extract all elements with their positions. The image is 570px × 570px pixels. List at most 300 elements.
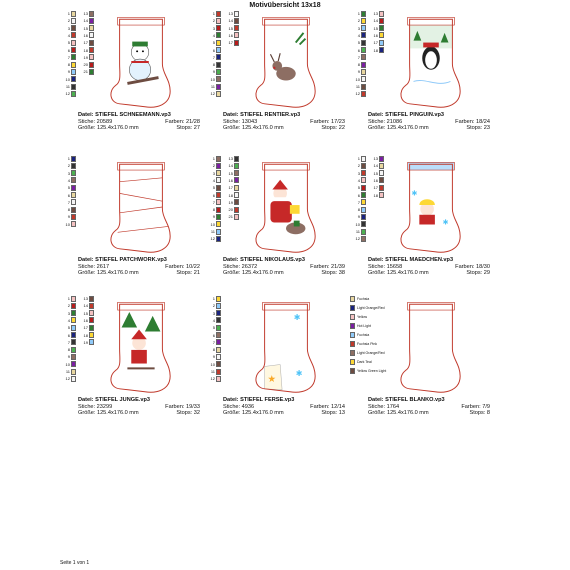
thread-swatch [379, 18, 384, 24]
thread-number: 18 [228, 192, 233, 198]
thread-row [223, 155, 239, 162]
thread-row [205, 206, 221, 213]
thread-number: 7 [67, 54, 70, 60]
svg-text:✱: ✱ [411, 190, 418, 198]
thread-row [60, 68, 76, 75]
thread-name: Light Orange/Red [357, 350, 385, 355]
thread-number: 1 [67, 11, 70, 16]
thread-row [78, 47, 94, 54]
thread-row [78, 339, 94, 346]
thread-swatch [350, 350, 355, 356]
motif-info [78, 397, 200, 417]
thread-number: 3 [212, 170, 215, 176]
motif-card [205, 295, 345, 430]
thread-swatch [216, 32, 221, 38]
thread-row [350, 68, 366, 75]
thread-number: 6 [357, 192, 360, 198]
thread-number: 12 [65, 376, 70, 382]
thread-swatch [216, 332, 221, 338]
thread-number: 6 [67, 47, 70, 53]
thread-swatch [71, 18, 76, 24]
thread-row [60, 361, 76, 368]
motif-card [60, 155, 200, 290]
thread-row [60, 54, 76, 61]
thread-swatch [216, 11, 221, 17]
file-name: Datei: STIEFEL SCHNEEMANN.vp3 [78, 112, 171, 118]
thread-number: 6 [212, 332, 215, 338]
thread-row [350, 199, 366, 206]
thread-row [205, 375, 221, 382]
thread-number: 1 [67, 296, 70, 301]
design-size: Größe: 125.4x176.0 mm [368, 125, 429, 132]
thread-row [368, 162, 384, 169]
size-stops-row [223, 125, 345, 132]
thread-swatch [71, 339, 76, 345]
thread-number: 8 [67, 347, 70, 353]
stitch-color-row [368, 119, 490, 126]
thread-row [205, 54, 221, 61]
thread-row [205, 61, 221, 68]
thread-row [205, 76, 221, 83]
thread-row [60, 177, 76, 184]
thread-row [60, 155, 76, 162]
thread-row [368, 170, 384, 177]
thread-number: 9 [67, 214, 70, 220]
thread-swatch [71, 303, 76, 309]
thread-number: 3 [67, 170, 70, 176]
thread-number: 9 [212, 354, 215, 360]
thread-number: 11 [355, 84, 360, 89]
thread-swatch [216, 54, 221, 60]
thread-swatch [350, 296, 355, 302]
thread-swatch [350, 359, 355, 365]
thread-row [60, 25, 76, 32]
thread-row [223, 32, 239, 39]
thread-number: 9 [357, 69, 360, 75]
thread-number: 16 [83, 32, 88, 38]
thread-swatch [361, 207, 366, 213]
thread-swatch [379, 163, 384, 169]
thread-row [205, 177, 221, 184]
thread-swatch [71, 156, 76, 162]
thread-swatch [71, 369, 76, 375]
thread-row [78, 54, 94, 61]
thread-row [78, 39, 94, 46]
color-count: Farben: 12/14 [310, 403, 345, 410]
thread-swatch [361, 163, 366, 169]
thread-number: 5 [67, 325, 70, 331]
thread-row [60, 61, 76, 68]
file-name: Datei: STIEFEL FERSE.vp3 [223, 397, 295, 403]
color-count: Farben: 17/23 [310, 118, 345, 125]
stop-count: Stops: 8 [469, 410, 490, 417]
thread-number: 8 [67, 62, 70, 68]
thread-row [60, 184, 76, 191]
thread-name: Light Orange/Red [357, 305, 385, 310]
thread-swatch [89, 62, 94, 68]
thread-swatch [350, 323, 355, 329]
thread-row [223, 199, 239, 206]
thread-row [368, 32, 384, 39]
thread-swatch [71, 54, 76, 60]
thread-row [78, 310, 94, 317]
stocking-preview [396, 12, 466, 112]
stocking-preview [251, 157, 321, 257]
thread-number: 6 [212, 47, 215, 53]
thread-swatch [234, 18, 239, 24]
thread-swatch [89, 11, 94, 17]
thread-number: 11 [355, 229, 360, 234]
thread-row [205, 17, 221, 24]
thread-number: 17 [228, 40, 233, 46]
stocking-preview [396, 297, 466, 397]
thread-row [350, 90, 366, 97]
thread-swatch [71, 310, 76, 316]
thread-swatch [361, 69, 366, 75]
stocking-preview [106, 297, 176, 397]
thread-swatch [71, 76, 76, 82]
thread-row [205, 228, 221, 235]
thread-row [350, 295, 369, 302]
thread-row [368, 184, 384, 191]
thread-number: 18 [83, 332, 88, 338]
motif-info [368, 257, 490, 277]
thread-number: 19 [83, 339, 88, 345]
thread-row [205, 32, 221, 39]
thread-swatch [379, 185, 384, 191]
thread-swatch [216, 156, 221, 162]
thread-row [350, 76, 366, 83]
thread-swatch [216, 69, 221, 75]
thread-number: 7 [212, 54, 215, 60]
thread-swatch [216, 84, 221, 90]
thread-row [78, 302, 94, 309]
thread-number: 14 [83, 303, 88, 309]
stitch-count: Stiche: 15658 [368, 263, 403, 270]
design-size: Größe: 125.4x176.0 mm [78, 270, 139, 277]
thread-number: 14 [373, 18, 378, 24]
thread-name: Dark Teal [357, 359, 372, 364]
thread-row [205, 302, 221, 309]
thread-number: 12 [210, 376, 215, 382]
thread-number: 13 [83, 11, 88, 16]
thread-number: 12 [65, 91, 70, 97]
thread-number: 18 [373, 47, 378, 53]
thread-swatch [234, 40, 239, 46]
thread-number: 15 [83, 25, 88, 31]
thread-swatch [89, 32, 94, 38]
thread-swatch [71, 32, 76, 38]
thread-swatch [361, 62, 366, 68]
motif-card [350, 295, 490, 430]
thread-row [78, 324, 94, 331]
thread-number: 4 [212, 177, 215, 183]
thread-number: 8 [67, 207, 70, 213]
thread-swatch [89, 325, 94, 331]
thread-swatch [71, 214, 76, 220]
thread-number: 20 [228, 207, 233, 213]
thread-swatch [234, 170, 239, 176]
thread-row [205, 353, 221, 360]
design-size: Größe: 125.4x176.0 mm [78, 125, 139, 132]
file-name: Datei: STIEFEL JUNGE.vp3 [78, 397, 151, 403]
motif-info [78, 257, 200, 277]
thread-swatch [234, 192, 239, 198]
thread-number: 16 [83, 317, 88, 323]
thread-number: 4 [67, 317, 70, 323]
thread-swatch [216, 369, 221, 375]
thread-swatch [350, 314, 355, 320]
thread-number: 15 [373, 170, 378, 176]
thread-swatch [71, 177, 76, 183]
stocking-preview [396, 157, 466, 257]
thread-number: 14 [83, 18, 88, 24]
thread-row [60, 170, 76, 177]
stocking-preview [251, 12, 321, 112]
page-title: Motivübersicht 13x18 [249, 2, 321, 9]
thread-row [350, 54, 366, 61]
thread-row [368, 17, 384, 24]
svg-text:✱: ✱ [295, 369, 303, 379]
thread-swatch [379, 192, 384, 198]
thread-row [368, 177, 384, 184]
thread-row [350, 83, 366, 90]
thread-number: 8 [212, 347, 215, 353]
design-size: Größe: 125.4x176.0 mm [368, 270, 429, 277]
thread-swatch [234, 25, 239, 31]
thread-swatch [71, 192, 76, 198]
thread-swatch [361, 192, 366, 198]
motif-info [78, 112, 200, 132]
stitch-color-row [223, 119, 345, 126]
thread-swatch [234, 11, 239, 17]
thread-number: 13 [373, 11, 378, 16]
stocking-preview [251, 297, 321, 397]
size-stops-row [223, 410, 345, 417]
thread-swatch [71, 354, 76, 360]
thread-swatch [379, 47, 384, 53]
thread-number: 4 [67, 32, 70, 38]
thread-swatch [71, 185, 76, 191]
stop-count: Stops: 27 [176, 125, 200, 132]
thread-row [205, 162, 221, 169]
thread-swatch [379, 11, 384, 17]
file-name: Datei: STIEFEL PATCHWORK.vp3 [78, 257, 167, 263]
thread-number: 5 [212, 185, 215, 191]
thread-swatch [71, 25, 76, 31]
thread-row [350, 155, 366, 162]
thread-swatch [216, 317, 221, 323]
thread-number: 4 [357, 32, 360, 38]
thread-number: 2 [357, 163, 360, 169]
thread-swatch [71, 325, 76, 331]
thread-swatch [216, 207, 221, 213]
thread-number: 10 [210, 221, 215, 227]
thread-row [350, 184, 366, 191]
thread-row [223, 17, 239, 24]
thread-number: 8 [212, 62, 215, 68]
color-count: Farben: 7/9 [461, 403, 490, 410]
thread-row [60, 39, 76, 46]
thread-row [350, 47, 366, 54]
thread-swatch [71, 347, 76, 353]
stitch-color-row [223, 264, 345, 271]
thread-number: 5 [357, 40, 360, 46]
thread-row [60, 302, 76, 309]
thread-number: 2 [67, 303, 70, 309]
thread-row [205, 25, 221, 32]
stitch-count: Stiche: 23299 [78, 403, 113, 410]
thread-number: 15 [228, 25, 233, 31]
thread-swatch [89, 69, 94, 75]
thread-row [350, 228, 366, 235]
design-size: Größe: 125.4x176.0 mm [223, 125, 284, 132]
thread-number: 9 [357, 214, 360, 220]
thread-swatch [234, 207, 239, 213]
thread-swatch [379, 32, 384, 38]
motif-info [368, 397, 490, 417]
thread-row [205, 235, 221, 242]
thread-row [350, 192, 366, 199]
file-name: Datei: STIEFEL BLANKO.vp3 [368, 397, 445, 403]
thread-swatch [89, 317, 94, 323]
thread-row [60, 324, 76, 331]
stitch-color-row [368, 404, 490, 411]
thread-swatch [71, 170, 76, 176]
thread-row [60, 32, 76, 39]
thread-row [60, 192, 76, 199]
thread-number: 16 [373, 32, 378, 38]
thread-row [205, 324, 221, 331]
thread-number: 2 [212, 18, 215, 24]
thread-swatch [216, 303, 221, 309]
thread-swatch [71, 332, 76, 338]
size-stops-row [78, 410, 200, 417]
thread-number: 7 [67, 339, 70, 345]
thread-swatch [216, 163, 221, 169]
thread-row [60, 206, 76, 213]
thread-number: 13 [373, 156, 378, 161]
thread-swatch [361, 236, 366, 242]
color-count: Farben: 21/39 [310, 263, 345, 270]
thread-swatch [71, 317, 76, 323]
thread-number: 13 [228, 156, 233, 161]
thread-number: 10 [210, 361, 215, 367]
thread-swatch [71, 163, 76, 169]
thread-row [78, 317, 94, 324]
thread-swatch [216, 18, 221, 24]
thread-row [78, 68, 94, 75]
thread-swatch [89, 40, 94, 46]
thread-row [350, 221, 366, 228]
thread-row [205, 192, 221, 199]
thread-swatch [216, 347, 221, 353]
thread-swatch [234, 156, 239, 162]
stitch-color-row [78, 264, 200, 271]
thread-swatch [216, 185, 221, 191]
file-name: Datei: STIEFEL NIKOLAUS.vp3 [223, 257, 305, 263]
thread-number: 4 [212, 32, 215, 38]
thread-row [223, 25, 239, 32]
thread-row [205, 346, 221, 353]
thread-row [350, 235, 366, 242]
motif-card [60, 10, 200, 145]
thread-row [205, 68, 221, 75]
thread-number: 12 [355, 236, 360, 242]
thread-swatch [216, 192, 221, 198]
thread-number: 8 [357, 207, 360, 213]
thread-swatch [234, 214, 239, 220]
thread-number: 15 [228, 170, 233, 176]
thread-number: 5 [212, 325, 215, 331]
motif-card [205, 155, 345, 290]
thread-number: 20 [83, 62, 88, 68]
thread-number: 12 [355, 91, 360, 97]
svg-text:★: ★ [267, 374, 277, 385]
thread-row [60, 47, 76, 54]
thread-swatch [216, 177, 221, 183]
thread-swatch [361, 199, 366, 205]
thread-swatch [361, 32, 366, 38]
thread-number: 19 [83, 54, 88, 60]
thread-number: 9 [212, 214, 215, 220]
thread-number: 4 [67, 177, 70, 183]
thread-swatch [89, 303, 94, 309]
thread-name: Hot Light [357, 323, 372, 328]
thread-number: 14 [228, 163, 233, 169]
thread-swatch [350, 368, 355, 374]
thread-row [60, 353, 76, 360]
thread-row [223, 192, 239, 199]
thread-row [205, 361, 221, 368]
thread-swatch [234, 177, 239, 183]
thread-number: 7 [67, 199, 70, 205]
size-stops-row [78, 270, 200, 277]
stitch-count: Stiche: 2617 [78, 263, 110, 270]
thread-swatch [216, 354, 221, 360]
stop-count: Stops: 22 [321, 125, 345, 132]
thread-number: 17 [83, 325, 88, 331]
motif-card [60, 295, 200, 430]
thread-number: 2 [212, 163, 215, 169]
thread-row [205, 199, 221, 206]
thread-row [205, 10, 221, 17]
thread-row [350, 61, 366, 68]
thread-number: 11 [210, 369, 215, 374]
thread-number: 1 [357, 156, 360, 161]
thread-number: 14 [228, 18, 233, 24]
thread-swatch [234, 185, 239, 191]
color-count: Farben: 18/30 [455, 263, 490, 270]
thread-swatch [216, 221, 221, 227]
thread-swatch [71, 221, 76, 227]
thread-row [223, 10, 239, 17]
thread-row [350, 17, 366, 24]
thread-swatch [234, 32, 239, 38]
thread-row [350, 32, 366, 39]
thread-number: 12 [210, 91, 215, 97]
thread-swatch [361, 40, 366, 46]
thread-swatch [71, 91, 76, 97]
thread-name: Fuchsia [357, 296, 370, 301]
thread-number: 19 [228, 199, 233, 205]
thread-number: 6 [67, 192, 70, 198]
thread-number: 9 [212, 69, 215, 75]
thread-swatch [71, 361, 76, 367]
thread-number: 3 [212, 25, 215, 31]
thread-number: 8 [357, 62, 360, 68]
thread-number: 16 [228, 32, 233, 38]
